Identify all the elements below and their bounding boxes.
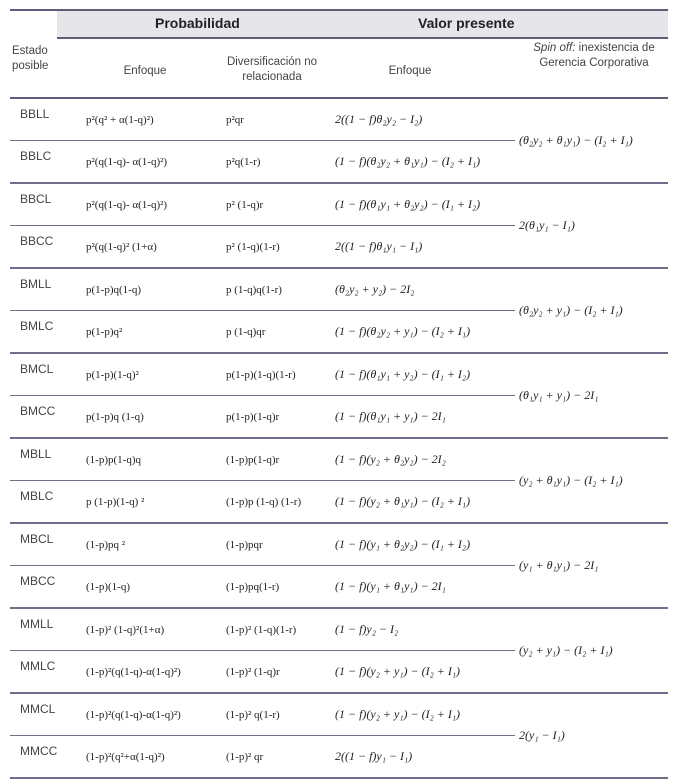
vp-enfoque-cell: 2((1 − f)θ₂y₂ − I₂) (325, 99, 515, 141)
state-cell: BBLC (10, 141, 80, 184)
vp-enfoque-cell: 2((1 − f)θ₁y₁ − I₁) (325, 226, 515, 269)
vp-spin-off-cell: (θ₂y₂ + y₁) − (I₂ + I₁) (515, 268, 668, 353)
prob-diversificacion-cell: p² (1-q)r (220, 183, 325, 226)
state-cell: MMCC (10, 736, 80, 779)
prob-enfoque-cell: p²(q² + α(1-q)²) (80, 99, 220, 141)
state-cell: MMCL (10, 693, 80, 736)
vp-enfoque-cell: (1 − f)(θ₁y₁ + y₁) − 2I₁ (325, 396, 515, 439)
prob-enfoque-cell: p²(q(1-q)- α(1-q)²) (80, 183, 220, 226)
header-prob-enfoque: Enfoque (123, 65, 167, 77)
state-cell: BMLC (10, 311, 80, 354)
vp-enfoque-cell: (θ₂y₂ + y₂) − 2I₂ (325, 268, 515, 311)
vp-enfoque-cell: (1 − f)(y₂ + y₁) − (I₂ + I₁) (325, 651, 515, 694)
vp-enfoque-cell: (1 − f)(y₂ + y₁) − (I₂ + I₁) (325, 693, 515, 736)
vp-enfoque-cell: (1 − f)(θ₁y₁ + θ₂y₂) − (I₁ + I₂) (325, 183, 515, 226)
prob-diversificacion-cell: p²q(1-r) (220, 141, 325, 184)
table-row (10, 183, 668, 226)
prob-enfoque-cell: (1-p)²(q(1-q)-α(1-q)²) (80, 693, 220, 736)
header-probabilidad: Probabilidad (155, 15, 240, 31)
prob-enfoque-cell: p(1-p)q(1-q) (80, 268, 220, 311)
prob-enfoque-cell: p(1-p)q (1-q) (80, 396, 220, 439)
vp-spin-off-cell: (θ₁y₁ + y₁) − 2I₁ (515, 353, 668, 438)
state-cell: MBLC (10, 481, 80, 524)
vp-enfoque-cell: (1 − f)(y₁ + θ₁y₁) − 2I₁ (325, 566, 515, 609)
prob-enfoque-cell: p²(q(1-q)- α(1-q)²) (80, 141, 220, 184)
prob-diversificacion-cell: (1-p)p (1-q) (1-r) (220, 481, 325, 524)
prob-diversificacion-cell: (1-p)pqr (220, 523, 325, 566)
vp-enfoque-cell: (1 − f)(θ₂y₂ + y₁) − (I₂ + I₁) (325, 311, 515, 354)
prob-diversificacion-cell: (1-p)pq(1-r) (220, 566, 325, 609)
vp-enfoque-cell: 2((1 − f)y₁ − I₁) (325, 736, 515, 779)
prob-diversificacion-cell: (1-p)² qr (220, 736, 325, 779)
table-row (10, 268, 668, 311)
state-cell: BBLL (10, 99, 80, 141)
results-table (10, 99, 668, 779)
state-cell: BBCL (10, 183, 80, 226)
vp-enfoque-cell: (1 − f)(θ₁y₁ + y₂) − (I₁ + I₂) (325, 353, 515, 396)
vp-enfoque-cell: (1 − f)(y₂ + θ₂y₂) − 2I₂ (325, 438, 515, 481)
spin-off-label: Spin off: (533, 42, 576, 54)
state-cell: BBCC (10, 226, 80, 269)
vp-enfoque-cell: (1 − f)(θ₂y₂ + θ₁y₁) − (I₂ + I₁) (325, 141, 515, 184)
prob-diversificacion-cell: p²qr (220, 99, 325, 141)
table-row (10, 608, 668, 651)
vp-enfoque-cell: (1 − f)(y₁ + θ₂y₂) − (I₁ + I₂) (325, 523, 515, 566)
vp-enfoque-cell: (1 − f)(y₂ + θ₁y₁) − (I₂ + I₁) (325, 481, 515, 524)
state-cell: BMCC (10, 396, 80, 439)
prob-enfoque-cell: (1-p)²(q²+α(1-q)²) (80, 736, 220, 779)
vp-spin-off-cell: (y₁ + θ₁y₁) − 2I₁ (515, 523, 668, 608)
state-cell: MMLC (10, 651, 80, 694)
prob-diversificacion-cell: p (1-q)qr (220, 311, 325, 354)
prob-enfoque-cell: (1-p)p(1-q)q (80, 438, 220, 481)
table-row (10, 523, 668, 566)
table-row (10, 438, 668, 481)
vp-spin-off-cell: (θ₂y₂ + θ₁y₁) − (I₂ + I₁) (515, 99, 668, 183)
prob-enfoque-cell: (1-p)pq ² (80, 523, 220, 566)
header-diversificacion: Diversificación no relacionada (226, 56, 318, 83)
state-cell: BMCL (10, 353, 80, 396)
state-cell: MBCC (10, 566, 80, 609)
prob-diversificacion-cell: p(1-p)(1-q)r (220, 396, 325, 439)
prob-diversificacion-cell: (1-p)p(1-q)r (220, 438, 325, 481)
header-estado-posible: Estado posible (12, 45, 49, 72)
prob-diversificacion-cell: (1-p)² q(1-r) (220, 693, 325, 736)
state-cell: BMLL (10, 268, 80, 311)
prob-diversificacion-cell: (1-p)² (1-q)r (220, 651, 325, 694)
state-cell: MMLL (10, 608, 80, 651)
header-group-band (57, 11, 668, 39)
header-spin-off (520, 41, 668, 71)
table-row (10, 99, 668, 141)
header-vp-enfoque: Enfoque (388, 65, 432, 77)
spin-off-desc: inexistencia de Gerencia Corporativa (539, 42, 655, 69)
vp-spin-off-cell: 2(y₁ − I₁) (515, 693, 668, 778)
state-cell: MBLL (10, 438, 80, 481)
vp-spin-off-cell: (y₂ + y₁) − (I₂ + I₁) (515, 608, 668, 693)
prob-diversificacion-cell: (1-p)² (1-q)(1-r) (220, 608, 325, 651)
vp-spin-off-cell: 2(θ₁y₁ − I₁) (515, 183, 668, 268)
table-row (10, 353, 668, 396)
prob-enfoque-cell: p (1-p)(1-q) ² (80, 481, 220, 524)
prob-diversificacion-cell: p² (1-q)(1-r) (220, 226, 325, 269)
vp-enfoque-cell: (1 − f)y₂ − I₂ (325, 608, 515, 651)
prob-enfoque-cell: p(1-p)(1-q)² (80, 353, 220, 396)
prob-enfoque-cell: (1-p)(1-q) (80, 566, 220, 609)
prob-enfoque-cell: p²(q(1-q)² (1+α) (80, 226, 220, 269)
prob-enfoque-cell: (1-p)²(q(1-q)-α(1-q)²) (80, 651, 220, 694)
vp-spin-off-cell: (y₂ + θ₁y₁) − (I₂ + I₁) (515, 438, 668, 523)
table-row (10, 693, 668, 736)
state-cell: MBCL (10, 523, 80, 566)
header-valor-presente: Valor presente (418, 15, 515, 31)
prob-enfoque-cell: p(1-p)q² (80, 311, 220, 354)
prob-enfoque-cell: (1-p)² (1-q)²(1+α) (80, 608, 220, 651)
prob-diversificacion-cell: p(1-p)(1-q)(1-r) (220, 353, 325, 396)
prob-diversificacion-cell: p (1-q)q(1-r) (220, 268, 325, 311)
